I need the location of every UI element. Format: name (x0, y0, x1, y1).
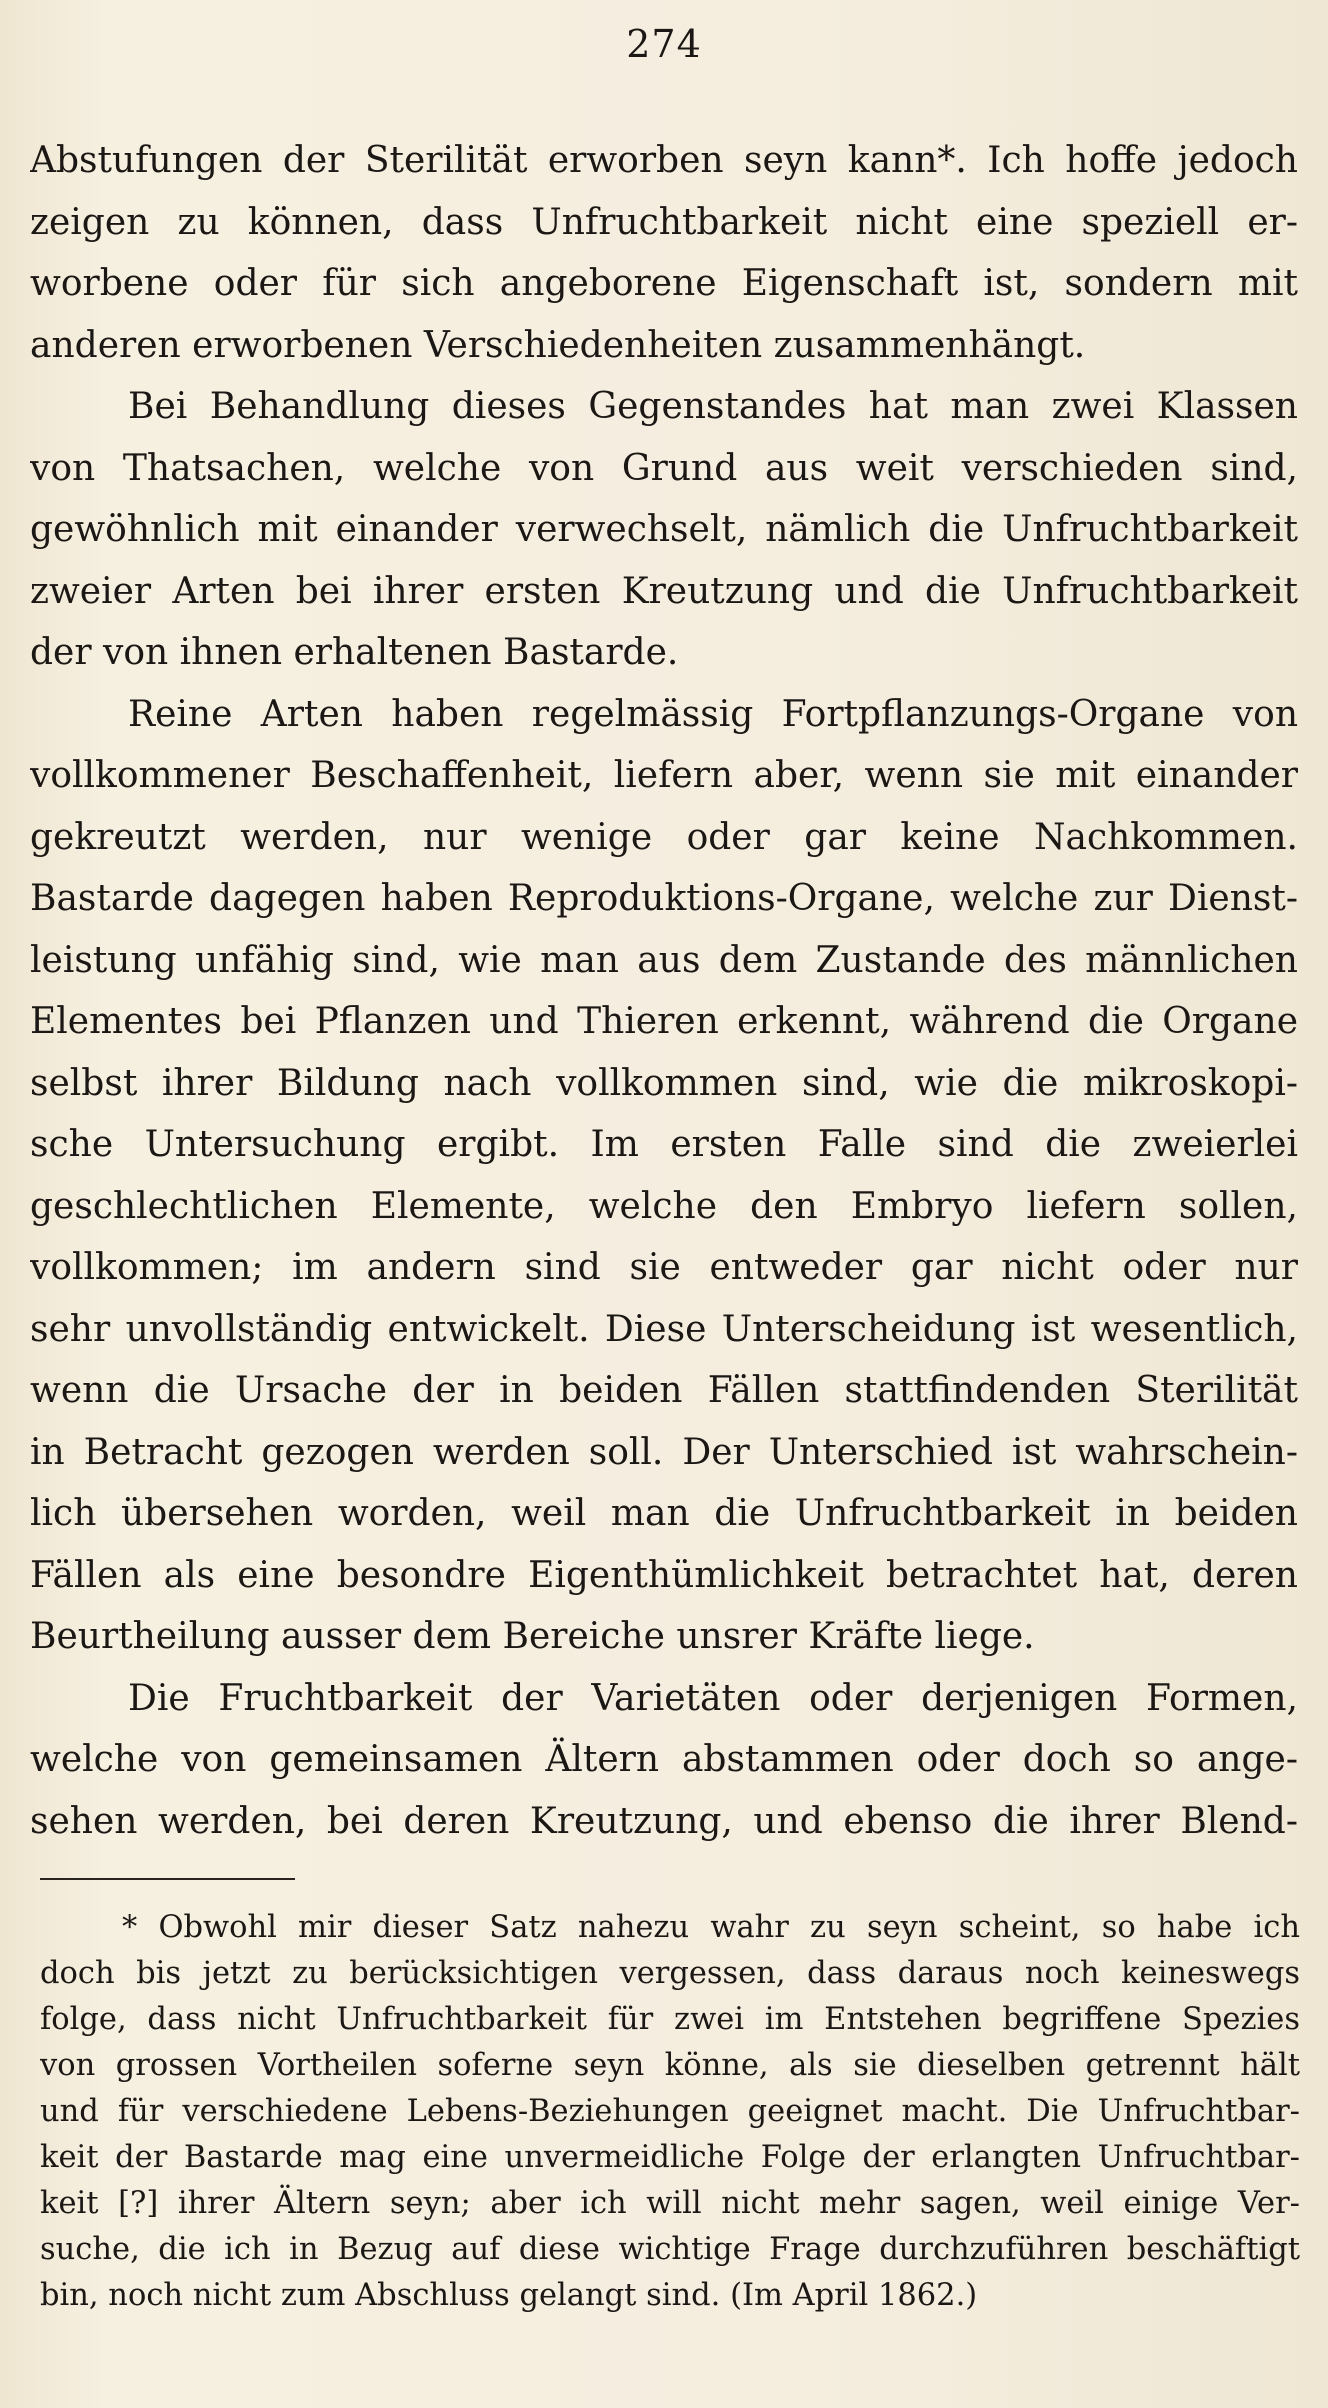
text-line: Fällen als eine besondre Eigenthümlichkeit betrachtet hat, deren (30, 1554, 1298, 1596)
text-line: vollkommen; im andern sind sie entweder gar nicht oder nur (30, 1247, 1298, 1288)
footnote-line: folge, dass nicht Unfruchtbarkeit für zwei im Entstehen begriffene Spezies (40, 2002, 1300, 2037)
footnote (40, 1905, 1300, 2319)
paragraph-start-line: Bei Behandlung dieses Gegenstandes hat man zwei Klassen (128, 386, 1298, 427)
text-line: sehr unvollständig entwickelt. Diese Unterscheidung ist wesentlich, (30, 1308, 1298, 1350)
text-line: gewöhnlich mit einander verwechselt, nämlich die Unfruchtbarkeit (30, 509, 1298, 550)
text-line: von Thatsachen, welche von Grund aus weit verschieden sind, (30, 447, 1298, 489)
text-line: lich übersehen worden, weil man die Unfruchtbarkeit in beiden (30, 1493, 1298, 1534)
text-line: leistung unfähig sind, wie man aus dem Zustande des männlichen (30, 939, 1298, 981)
text-line: worbene oder für sich angeborene Eigenschaft ist, sondern mit (30, 263, 1298, 304)
footnote-line: bin, noch nicht zum Abschluss gelangt sind. (Im April 1862.) (40, 2278, 978, 2313)
text-line: sche Untersuchung ergibt. Im ersten Falle sind die zweierlei (30, 1124, 1298, 1165)
text-line: vollkommener Beschaffenheit, liefern aber, wenn sie mit einander (30, 755, 1298, 796)
text-line: Beurtheilung ausser dem Bereiche unsrer Kräfte liege. (30, 1616, 1035, 1657)
footnote-line: doch bis jetzt zu berücksichtigen vergessen, dass daraus noch keineswegs (40, 1956, 1300, 1991)
text-line: zeigen zu können, dass Unfruchtbarkeit nicht eine speziell er- (30, 201, 1298, 243)
text-line: sehen werden, bei deren Kreutzung, und ebenso die ihrer Blend- (30, 1800, 1298, 1842)
text-line: wenn die Ursache der in beiden Fällen stattfindenden Sterilität (30, 1370, 1298, 1411)
footnote-line: * Obwohl mir dieser Satz nahezu wahr zu seyn scheint, so habe ich (122, 1910, 1300, 1945)
page-number: 274 (626, 22, 702, 66)
paragraph-start-line: Die Fruchtbarkeit der Varietäten oder derjenigen Formen, (128, 1677, 1298, 1719)
body-text (30, 130, 1298, 1852)
text-line: Abstufungen der Sterilität erworben seyn kann*. Ich hoffe jedoch (30, 140, 1298, 181)
text-line: Elementes bei Pflanzen und Thieren erkennt, während die Organe (30, 1001, 1298, 1042)
text-line: der von ihnen erhaltenen Bastarde. (30, 632, 679, 673)
text-line: zweier Arten bei ihrer ersten Kreutzung und die Unfruchtbarkeit (30, 570, 1298, 612)
footnote-line: von grossen Vortheilen soferne seyn könne, als sie dieselben getrennt hält (40, 2048, 1300, 2083)
footnote-line: keit [?] ihrer Ältern seyn; aber ich will nicht mehr sagen, weil einige Ver- (40, 2186, 1300, 2221)
text-line: gekreutzt werden, nur wenige oder gar keine Nachkommen. (30, 816, 1298, 858)
text-line: geschlechtlichen Elemente, welche den Embryo liefern sollen, (30, 1185, 1298, 1227)
text-line: anderen erworbenen Verschiedenheiten zusammenhängt. (30, 324, 1086, 366)
text-line: selbst ihrer Bildung nach vollkommen sind, wie die mikroskopi- (30, 1062, 1298, 1104)
footnote-line: und für verschiedene Lebens-Beziehungen geeignet macht. Die Unfruchtbar- (40, 2094, 1300, 2129)
text-line: in Betracht gezogen werden soll. Der Unterschied ist wahrschein- (30, 1431, 1298, 1473)
text-line: Bastarde dagegen haben Reproduktions-Organe, welche zur Dienst- (30, 878, 1298, 919)
text-line: welche von gemeinsamen Ältern abstammen oder doch so ange- (30, 1739, 1298, 1780)
footnote-line: suche, die ich in Bezug auf diese wichtige Frage durchzuführen beschäftigt (40, 2232, 1300, 2267)
paragraph-start-line: Reine Arten haben regelmässig Fortpflanzungs-Organe von (128, 693, 1298, 735)
footnote-line: keit der Bastarde mag eine unvermeidliche Folge der erlangten Unfruchtbar- (40, 2140, 1300, 2175)
footnote-divider (40, 1878, 295, 1880)
